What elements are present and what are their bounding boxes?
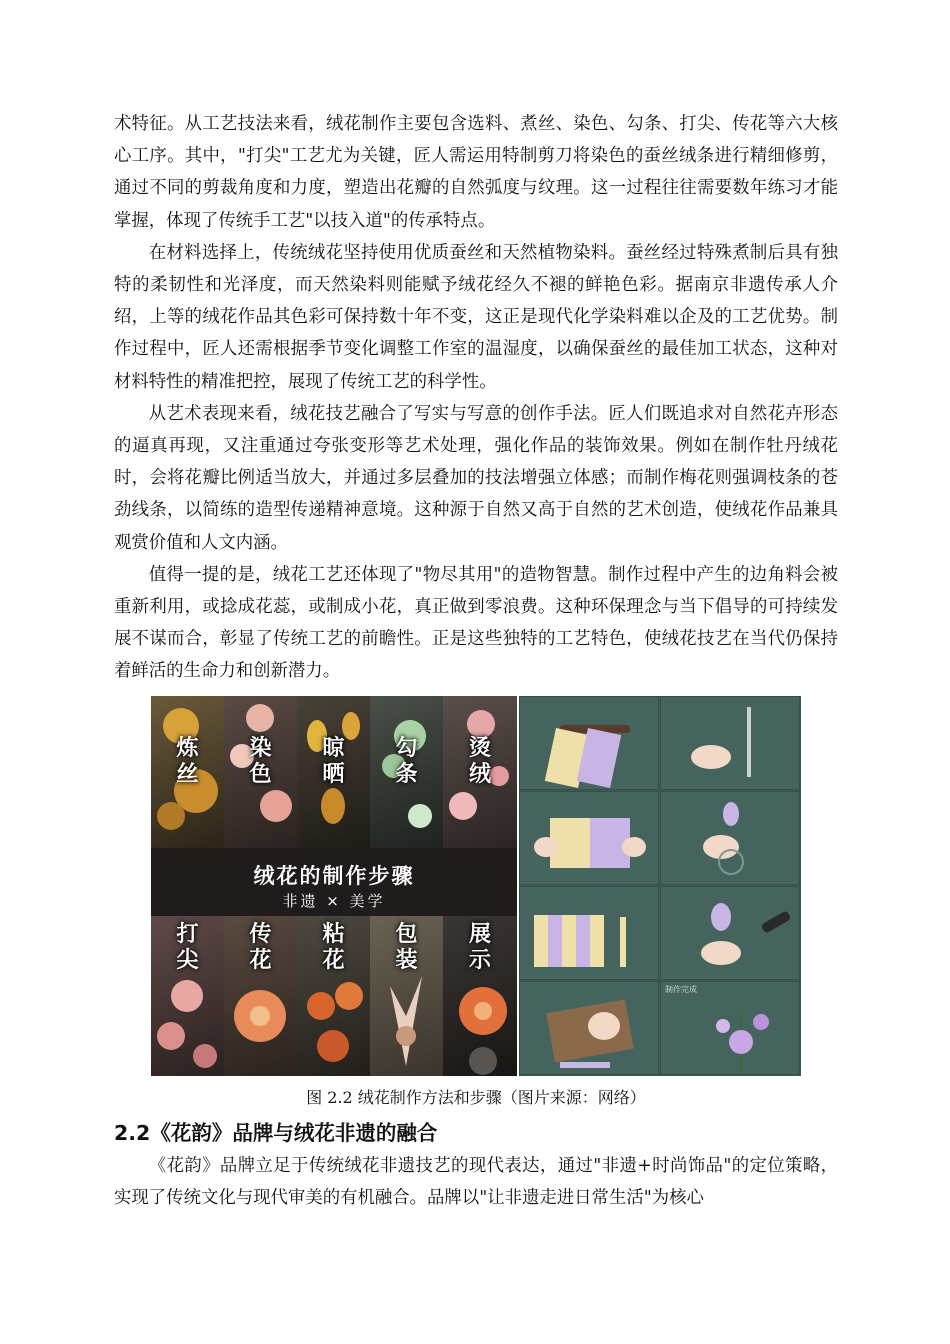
steps-title-band (151, 848, 517, 916)
step-tile (297, 696, 370, 848)
illustration-cell (660, 886, 800, 980)
hand-icon (520, 982, 660, 1076)
paragraph-4: 值得一提的是，绒花工艺还体现了"物尽其用"的造物智慧。制作过程中产生的边角料会被重新利用，或捻成花蕊，或制成小花，真正做到零浪费。这种环保理念与当下倡导的可持续发展不谋而合，彰显了传统工艺的前瞻性。正是这些独特的工艺特色，使绒花技艺在当代仍保持着鲜活的生命力和创新潜力。 (114, 564, 838, 682)
step-tile (370, 916, 443, 1076)
step-tile (370, 696, 443, 848)
illustration-cell (519, 791, 659, 885)
illustration-cell (519, 696, 659, 790)
figure-velvet-flower-steps (151, 696, 801, 1076)
silk-strip-icon (520, 887, 660, 981)
step-tile (443, 916, 517, 1076)
step-tile (443, 696, 517, 848)
section-paragraph: 《花韵》品牌立足于传统绒花非遗技艺的现代表达，通过"非遗+时尚饰品"的定位策略，实现了传统文化与现代审美的有机融合。品牌以"让非遗走进日常生活"为核心 (114, 1155, 838, 1208)
section-heading: 2.2《花韵》品牌与绒花非遗的融合 (114, 1120, 438, 1145)
step-label: 粘 花 (322, 921, 345, 973)
step-label: 传 花 (249, 921, 272, 973)
hand-icon (661, 697, 801, 791)
figure-caption: 图 2.2 绒花制作方法和步骤（图片来源：网络） (306, 1087, 646, 1107)
steps-collage-image (151, 696, 517, 1076)
illustration-cell (660, 981, 800, 1075)
silk-strip-icon (520, 792, 660, 886)
illustration-cell (519, 886, 659, 980)
step-label: 勾 条 (395, 735, 418, 787)
paragraph-3: 从艺术表现来看，绒花技艺融合了写实与写意的创作手法。匠人们既追求对自然花卉形态的逼真再现，又注重通过夸张变形等艺术处理，强化作品的装饰效果。例如在制作牡丹绒花时，会将花瓣比例适当放大，并通过多层叠加的技法增强立体感；而制作梅花则强调枝条的苍劲线条，以简练的造型传递精神意境。这种源于自然又高于自然的艺术创造，使绒花作品兼具观赏价值和人文内涵。 (114, 403, 838, 553)
illustration-cell (519, 981, 659, 1075)
step-label: 炼 丝 (176, 735, 199, 787)
step-tile (297, 916, 370, 1076)
document-page (114, 108, 838, 1214)
step-tile (151, 696, 224, 848)
illustration-cell (660, 791, 800, 885)
completion-label: 制作完成 (665, 984, 697, 994)
step-tile (224, 916, 297, 1076)
illustration-cell (660, 696, 800, 790)
step-label: 晾 晒 (322, 735, 345, 787)
paragraph-2: 在材料选择上，传统绒花坚持使用优质蚕丝和天然植物染料。蚕丝经过特殊煮制后具有独特的柔韧性和光泽度，而天然染料则能赋予绒花经久不褪的鲜艳色彩。据南京非遗传承人介绍，上等的绒花作品其色彩可保持数十年不变，这正是现代化学染料难以企及的工艺优势。制作过程中，匠人还需根据季节变化调整工作室的温湿度，以确保蚕丝的最佳加工状态，这种对材料特性的精准把控，展现了传统工艺的科学性。 (114, 242, 838, 392)
step-label: 包 装 (395, 921, 418, 973)
silk-strip-icon (520, 697, 660, 791)
step-tile (151, 916, 224, 1076)
paragraph-1: 术特征。从工艺技法来看，绒花制作主要包含选料、煮丝、染色、勾条、打尖、传花等六大核心工序。其中，"打尖"工艺尤为关键，匠人需运用特制剪刀将染色的蚕丝绒条进行精细修剪，通过不同的剪裁角度和力度，塑造出花瓣的自然弧度与纹理。这一过程往往需要数年练习才能掌握，体现了传统手工艺"以技入道"的传承特点。 (114, 114, 838, 231)
finished-flower-icon (661, 982, 801, 1076)
step-label: 烫 绒 (468, 735, 491, 787)
steps-title: 绒花的制作步骤 (253, 863, 415, 888)
steps-subtitle: 非遗 × 美学 (282, 891, 386, 910)
step-label: 染 色 (249, 735, 272, 787)
process-illustration-image (519, 696, 801, 1076)
hand-icon (661, 792, 801, 886)
step-tile (224, 696, 297, 848)
step-label: 展 示 (468, 921, 491, 973)
step-label: 打 尖 (176, 921, 199, 973)
hand-icon (661, 887, 801, 981)
